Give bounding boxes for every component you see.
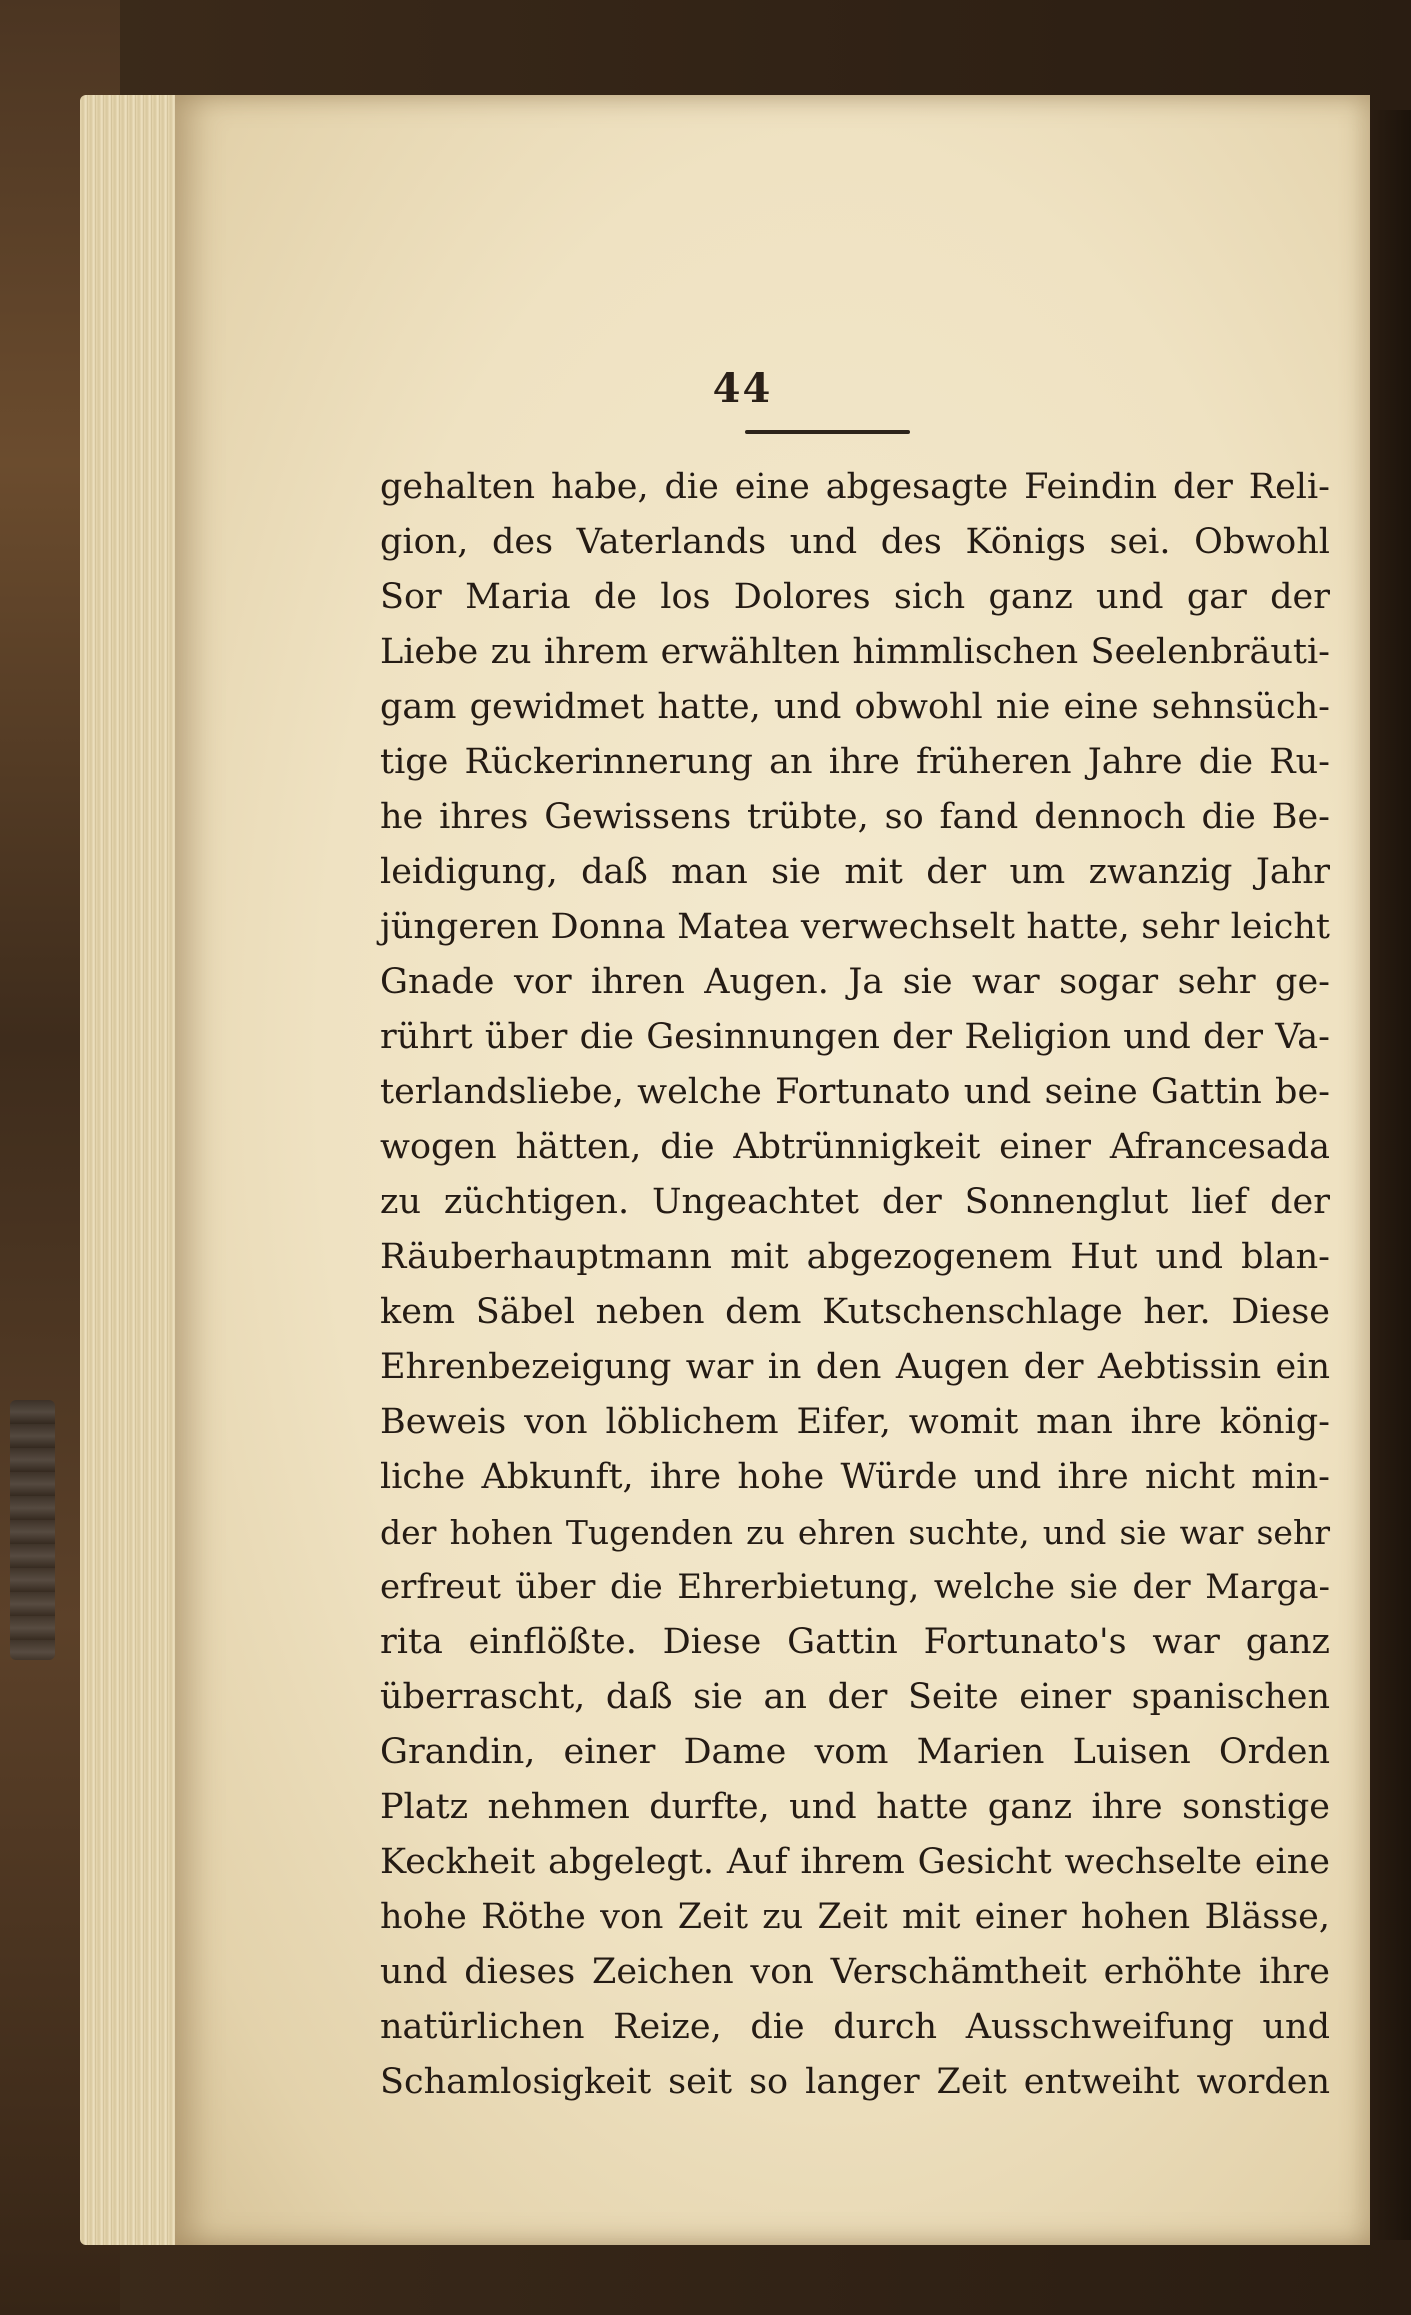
header-rule (745, 430, 910, 434)
body-text (380, 460, 1330, 2110)
page-number: 44 (712, 365, 773, 412)
text-line: tige Rückerinnerung an ihre früheren Jahre die Ru- (380, 742, 1330, 782)
text-line: gehalten habe, die eine abgesagte Feindin der Reli- (380, 467, 1330, 507)
text-line: kem Säbel neben dem Kutschenschlage her. Diese (380, 1292, 1330, 1332)
text-line: Schamlosigkeit seit so langer Zeit entweiht worden (380, 2062, 1330, 2102)
text-line: Sor Maria de los Dolores sich ganz und gar der (380, 577, 1330, 617)
text-line: liche Abkunft, ihre hohe Würde und ihre nicht min- (380, 1457, 1330, 1497)
text-line: Grandin, einer Dame vom Marien Luisen Orden (380, 1732, 1330, 1772)
text-line: gion, des Vaterlands und des Königs sei. Obwohl (380, 522, 1330, 562)
text-line: rita einflößte. Diese Gattin Fortunato's war ganz (380, 1622, 1330, 1662)
text-line: Gnade vor ihren Augen. Ja sie war sogar sehr ge- (380, 962, 1330, 1002)
text-line: wogen hätten, die Abtrünnigkeit einer Afrancesada (380, 1127, 1330, 1167)
text-line: he ihres Gewissens trübte, so fand dennoch die Be- (380, 797, 1330, 837)
text-line: jüngeren Donna Matea verwechselt hatte, sehr leicht (380, 907, 1330, 947)
book-page (175, 95, 1370, 2245)
text-line: hohe Röthe von Zeit zu Zeit mit einer hohen Blässe, (380, 1897, 1330, 1937)
text-line: Beweis von löblichem Eifer, womit man ihre könig- (380, 1402, 1330, 1442)
text-line: überrascht, daß sie an der Seite einer spanischen (380, 1677, 1330, 1717)
text-line: gam gewidmet hatte, und obwohl nie eine sehnsüch- (380, 687, 1330, 727)
text-line: zu züchtigen. Ungeachtet der Sonnenglut lief der (380, 1182, 1330, 1222)
text-line: leidigung, daß man sie mit der um zwanzig Jahr (380, 852, 1330, 892)
text-line: erfreut über die Ehrerbietung, welche sie der Marga- (380, 1567, 1330, 1607)
text-line: Ehrenbezeigung war in den Augen der Aebtissin ein (380, 1347, 1330, 1387)
gutter-shadow (1370, 110, 1411, 2240)
text-line: Räuberhauptmann mit abgezogenem Hut und blan- (380, 1237, 1330, 1277)
text-line: der hohen Tugenden zu ehren suchte, und sie war sehr (380, 1513, 1330, 1552)
text-line: und dieses Zeichen von Verschämtheit erhöhte ihre (380, 1952, 1330, 1992)
text-line: rührt über die Gesinnungen der Religion und der Va- (380, 1017, 1330, 1057)
text-line: natürlichen Reize, die durch Ausschweifung und (380, 2007, 1330, 2047)
binding-wear (10, 1400, 55, 1660)
text-line: Liebe zu ihrem erwählten himmlischen Seelenbräuti- (380, 632, 1330, 672)
text-line: Platz nehmen durfte, und hatte ganz ihre sonstige (380, 1787, 1330, 1827)
text-line: terlandsliebe, welche Fortunato und seine Gattin be- (380, 1072, 1330, 1112)
text-line: Keckheit abgelegt. Auf ihrem Gesicht wechselte eine (380, 1842, 1330, 1882)
